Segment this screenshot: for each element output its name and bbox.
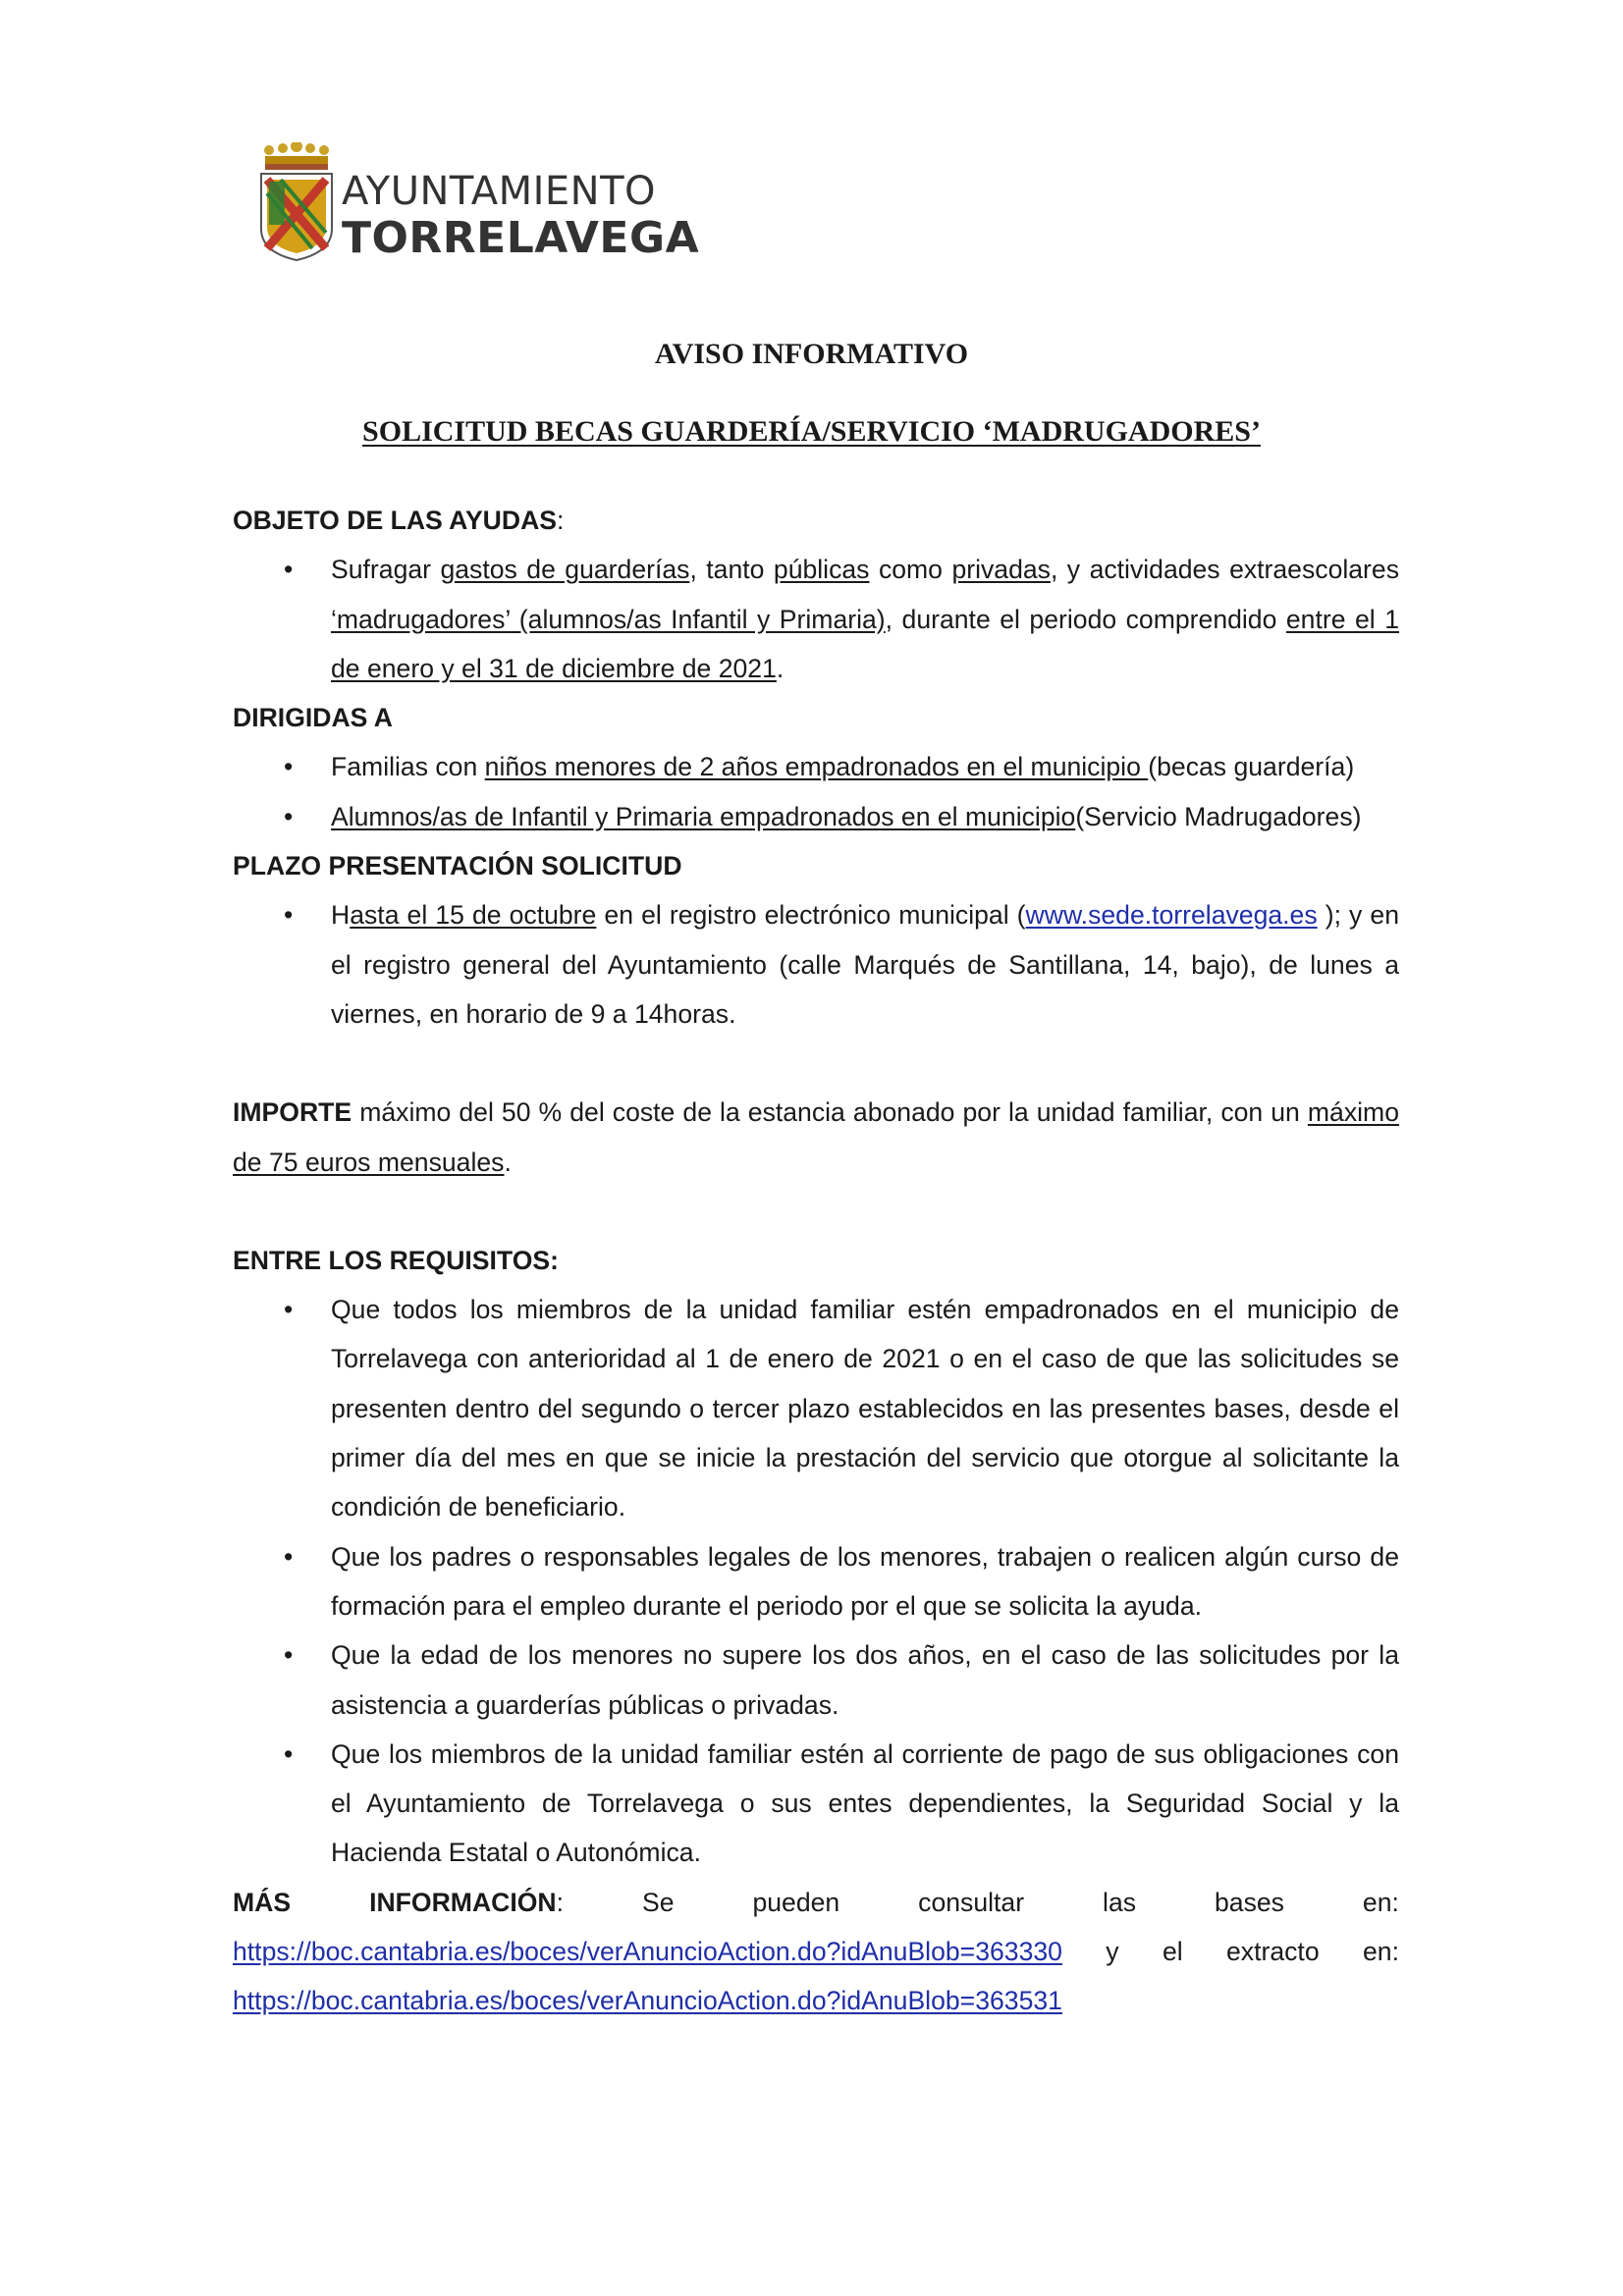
informacion-group <box>369 1878 564 1927</box>
text: el <box>1162 1937 1183 1967</box>
text: Se <box>641 1887 675 1917</box>
importe-label: IMPORTE <box>233 1097 352 1128</box>
objeto-colon: : <box>557 506 565 535</box>
mas-label: MÁS <box>233 1887 292 1917</box>
text: pueden <box>752 1887 840 1917</box>
text: . <box>504 1147 512 1177</box>
mas-info-line-3 <box>233 1976 1399 2025</box>
spacer <box>233 1039 1399 1088</box>
mas-info-line-1 <box>233 1878 1399 1927</box>
text: las <box>1103 1887 1137 1917</box>
underlined-text: gastos de guarderías <box>440 555 690 585</box>
plazo-heading: PLAZO PRESENTACIÓN SOLICITUD <box>233 851 682 881</box>
underlined-text: entre el 1 de enero y el 31 de diciembre de 2021 <box>331 604 1399 683</box>
document-body <box>233 496 1399 2026</box>
list-item: • Que los miembros de la unidad familiar estén al corriente de pago de sus obligaciones con el Ayuntamiento de Torrelavega o sus entes dependientes, la Seguridad Social y la Hacienda Estatal o Autonómica. <box>233 1730 1399 1878</box>
plazo-list <box>233 890 1399 1039</box>
underlined-text: máximo de 75 euros mensuales <box>233 1097 1399 1177</box>
spacer <box>233 1187 1399 1236</box>
text: máximo del 50 % del coste de la estancia abonado por la unidad familiar, con un <box>352 1097 1308 1128</box>
text: Sufragar <box>331 555 441 585</box>
text: H <box>331 900 351 931</box>
list-item <box>233 545 1399 693</box>
text: consultar <box>918 1887 1025 1917</box>
sede-link[interactable]: www.sede.torrelavega.es <box>1025 900 1318 931</box>
list-item: • Que todos los miembros de la unidad familiar estén empadronados en el municipio de Torrelavega con anterioridad al 1 de enero de 2021 o en el caso de que las solicitudes se presenten dentro del segundo o tercer plazo establecidos en las presentes bases, desde el primer día del mes en que se inicie la prestación del servicio que otorgue al solicitante la condición de beneficiario. <box>233 1285 1399 1531</box>
text: en: <box>1362 1887 1399 1917</box>
underlined-text: privadas <box>951 555 1051 585</box>
text: en: <box>1362 1937 1399 1967</box>
text: , y actividades extraescolares <box>1050 555 1400 585</box>
underlined-text: ‘madrugadores’ (alumnos/as Infantil y Primaria) <box>331 604 886 634</box>
page-subtitle <box>0 417 1623 447</box>
dirigidas-heading: DIRIGIDAS A <box>233 703 394 733</box>
text: Familias con <box>331 752 485 782</box>
list-item <box>233 742 1399 791</box>
text: extracto <box>1226 1937 1320 1967</box>
underlined-text: asta el 15 de octubre <box>350 900 597 931</box>
text: en el registro electrónico municipal ( <box>596 900 1026 931</box>
extracto-link[interactable]: https://boc.cantabria.es/boces/verAnuncioAction.do?idAnuBlob=363531 <box>233 1986 1062 2016</box>
logo <box>255 142 700 265</box>
text: como <box>869 555 952 585</box>
text: ); y en el registro general del Ayuntamiento (calle Marqués de Santillana, 14, bajo), de lunes a viernes, en horario de 9 a 14horas. <box>331 900 1399 1029</box>
dirigidas-list <box>233 742 1399 841</box>
text: (Servicio Madrugadores) <box>1075 801 1362 831</box>
section-objeto-heading <box>233 496 1399 545</box>
text: : <box>556 1887 565 1917</box>
text: (becas guardería) <box>1148 752 1355 782</box>
text: . <box>776 653 784 683</box>
crowned-coat-of-arms-icon <box>255 142 338 262</box>
page-subtitle-text: SOLICITUD BECAS GUARDERÍA/SERVICIO ‘MADRUGADORES’ <box>362 415 1261 448</box>
underlined-text: Alumnos/as de Infantil y Primaria empadronados en el municipio <box>331 801 1076 831</box>
requisitos-list <box>233 1285 1399 1878</box>
text: , durante el periodo comprendido <box>885 604 1286 634</box>
logo-line-2: TORRELAVEGA <box>342 213 700 263</box>
bases-link[interactable]: https://boc.cantabria.es/boces/verAnuncioAction.do?idAnuBlob=363330 <box>233 1937 1062 1967</box>
list-item: • Que los padres o responsables legales de los menores, trabajen o realicen algún curso de formación para el empleo durante el periodo por el que se solicita la ayuda. <box>233 1532 1399 1631</box>
text: y <box>1106 1937 1119 1967</box>
informacion-label: INFORMACIÓN <box>369 1887 557 1917</box>
importe-paragraph <box>233 1088 1399 1187</box>
text: bases <box>1215 1887 1284 1917</box>
logo-line-1: AYUNTAMIENTO <box>342 169 657 214</box>
text: , tanto <box>689 555 774 585</box>
objeto-heading: OBJETO DE LAS AYUDAS <box>233 506 558 535</box>
underlined-text: niños menores de 2 años empadronados en el municipio <box>484 752 1149 782</box>
page-title: AVISO INFORMATIVO <box>654 338 969 370</box>
list-item <box>233 890 1399 1039</box>
list-item: • Que la edad de los menores no supere los dos años, en el caso de las solicitudes por la asistencia a guarderías públicas o privadas. <box>233 1630 1399 1730</box>
mas-info-line-2 <box>233 1927 1399 1976</box>
requisitos-heading: ENTRE LOS REQUISITOS: <box>233 1245 559 1275</box>
list-item <box>233 792 1399 841</box>
underlined-text: públicas <box>773 555 870 585</box>
objeto-list <box>233 545 1399 693</box>
